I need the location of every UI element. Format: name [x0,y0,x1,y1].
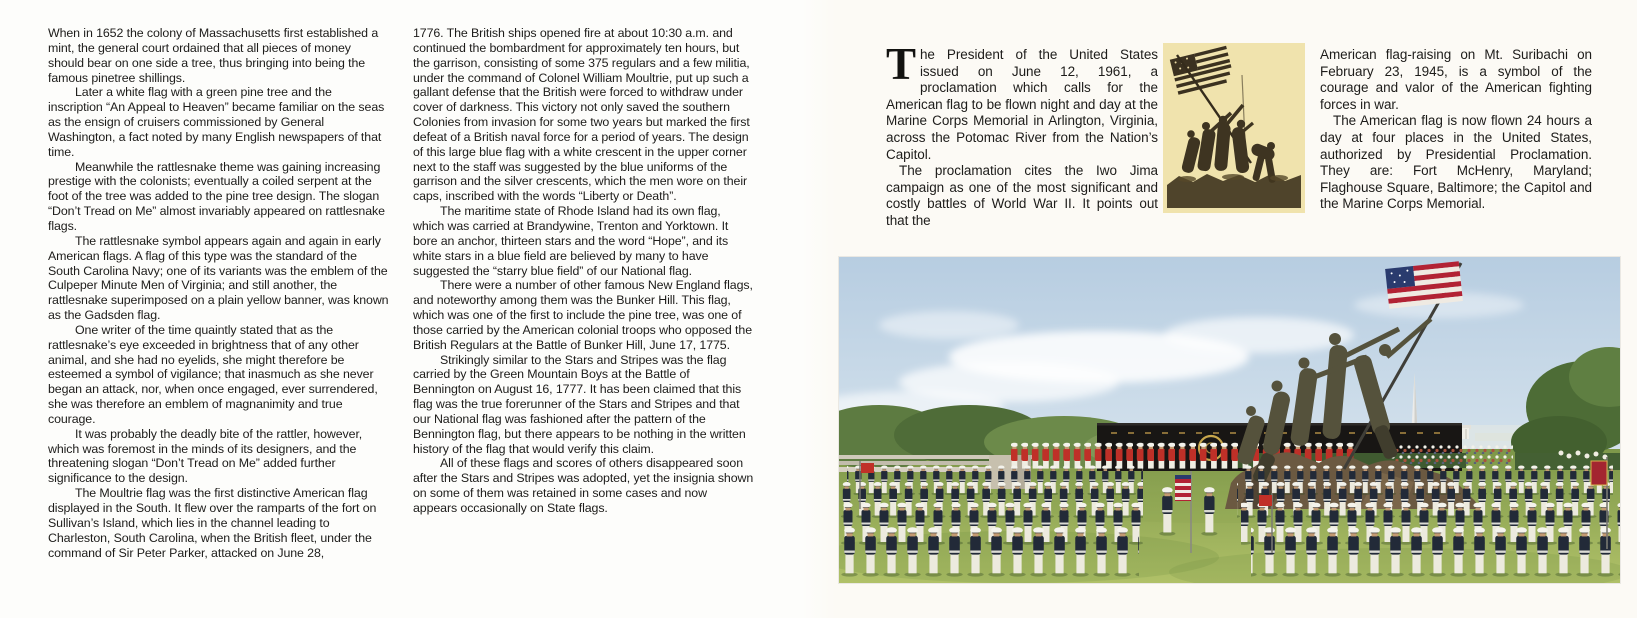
paragraph: There were a number of other famous New England flags, and noteworthy among them was the Bunker Hill. This flag, which was one of the first to include the pine tree, was one of those carried by the American colonial troops who opposed the British Regulars at the Battle of Bunker Hill, June 17, 1775. [413,278,753,352]
paragraph [886,39,1158,163]
paragraph: The proclamation cites the Iwo Jima campaign as one of the most significant and costly battles of World War II. It points out that the [886,163,1158,228]
paragraph: The rattlesnake symbol appears again and again in early American flags. A flag of this type was the standard of the South Carolina Navy; one of its variants was the emblem of the Culpeper Minute Men of Virginia; and still another, the rattlesnake superimposed on a plain yellow banner, was known as the Gadsden flag. [48,233,389,323]
paragraph: Later a white flag with a green pine tree and the inscription “An Appeal to Heaven” became familiar on the seas as the ensign of cruisers commissioned by General Washington, a fact noted by many English newspapers of that time. [48,85,385,159]
paragraph: All of these flags and scores of others disappeared soon after the Stars and Stripes was adopted, yet the insignia shown on some of them was retained in some cases and now appears occasionally on State flags. [413,456,754,515]
memorial-photo [839,257,1620,583]
iwo-jima-illustration [1163,43,1305,213]
paragraph: The maritime state of Rhode Island had its own flag, which was carried at Brandywine, Trenton and Yorktown. It bore an anchor, thirteen stars and the word “Hope”, and its white stars in a blue field are believed by many to have suggested the “starry blue field” of our National flag. [413,204,729,278]
paragraph: Strikingly similar to the Stars and Stripes was the flag carried by the Green Mountain Boys at the Battle of Bennington on August 16, 1777. It has been claimed that this flag was the true forerunner of the Stars and Stripes and that our National flag was fashioned after the pattern of the Bennington flag, but there appears to be nothing in the written history of the flag that would verify this claim. [413,352,746,456]
paragraph: Meanwhile the rattlesnake theme was gaining increasing prestige with the colonists; eventually a coiled serpent at the foot of the tree was added to the pine tree design. The slogan “Don’t Tread on Me” almost invariably appeared on rattlesnake flags. [48,159,385,233]
iwo-jima-drawing [1163,43,1305,213]
paragraph: One writer of the time quaintly stated that as the rattlesnake’s eye exceeded in brightness that of any other animal, and she had no eyelids, she might therefore be esteemed a symbol of vigilance; that inasmuch as she never began an attack, nor, when once engaged, ever surrendered, she was therefore an emblem of magnanimity and true courage. [48,322,378,426]
left-page-column-1 [48,26,389,560]
paragraph-text: he President of the United States issued on June 12, 1961, a proclamation which calls for the American flag to be flown night and day at the Marine Corps Memorial in Arlington, Virginia, across the Potomac River from the Nation’s Capitol. [886,47,1158,162]
paragraph: It was probably the deadly bite of the rattler, however, which was foremost in the minds of its designers, and the threatening slogan “Don’t Tread on Me” added further significance to the design. [48,426,363,486]
memorial-photo-art [839,257,1620,583]
paragraph: The Moultrie flag was the first distinctive American flag displayed in the South. It flew over the ramparts of the fort on Sullivan’s Island, which lies in the channel leading to Charleston, South Carolina, when the British fleet, under the command of Sir Peter Parker, attacked on June 28, [48,486,377,560]
spectators [1391,444,1513,464]
right-page-column-1 [886,39,1158,230]
right-page-column-2 [1320,47,1592,213]
paragraph: When in 1652 the colony of Massachusetts first established a mint, the general court ordained that all pieces of money should bear on one side a tree, thus bringing into being the famous pinetree shillings. [48,26,379,85]
paragraph: 1776. The British ships opened fire at about 10:30 a.m. and continued the bombardment for approximately ten hours, but the garrison, consisting of some 375 regulars and a few militia, under the command of Colonel William Moultrie, put up such a gallant defense that the British were forced to withdraw under cover of darkness. This victory not only saved the southern Colonies from invasion for some two years but marked the first defeat of a British naval force for a period of years. The design of this large blue flag with a white crescent in the upper corner next to the staff was suggested by the blue uniforms of the garrison and the silver crescents, which the men wore on their caps, inscribed with the words “Liberty or Death”. [413,26,750,204]
paragraph: American flag-raising on Mt. Suribachi on February 23, 1945, is a symbol of the courage and valor of the American fighting forces in war. [1320,47,1592,112]
left-page-column-2 [413,26,754,516]
drop-cap: T [886,39,916,89]
statue-flag [1385,261,1463,309]
us-color [1175,475,1191,501]
paragraph: The American flag is now flown 24 hours a day at four places in the United States, authorized by Presidential Proclamation. They are: Fort McHenry, Maryland; Flaghouse Square, Baltimore; the Capitol and the Marine Corps Memorial. [1320,113,1592,212]
